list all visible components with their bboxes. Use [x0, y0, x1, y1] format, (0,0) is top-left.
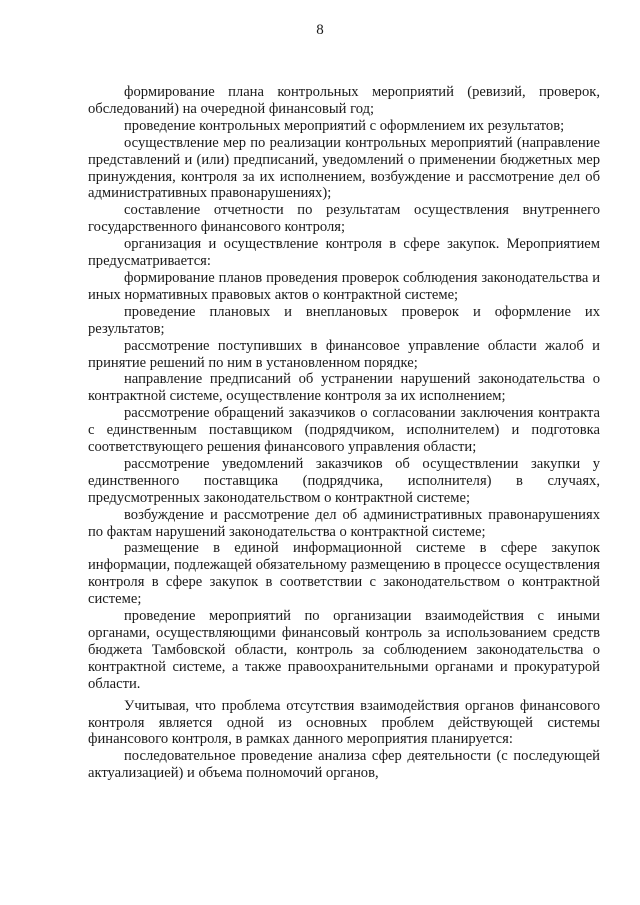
paragraph-plan-formation: формирование плана контрольных мероприятий (ревизий, проверок, обследований) на очередной финансовый год;	[88, 84, 600, 117]
paragraph-analysis: последовательное проведение анализа сфер деятельности (с последующей актуализацией) и объема полномочий органов,	[88, 748, 600, 782]
paragraph-inspections: проведение плановых и внеплановых проверок и оформление их результатов;	[88, 303, 600, 337]
paragraph-orders: направление предписаний об устранении нарушений законодательства о контрактной системе, осуществление контроля за их исполнением;	[88, 371, 600, 405]
paragraph-cooperation: проведение мероприятий по организации взаимодействия с иными органами, осуществляющими финансовый контроль за использованием средств бюджета Тамбовской области, контроль за соблюдением законодательства о контрактной системе, а также правоохранительными органами и прокуратурой области.	[88, 608, 600, 692]
body-text	[88, 84, 600, 782]
paragraph-notifications: рассмотрение уведомлений заказчиков об осуществлении закупки у единственного поставщика (подрядчика, исполнителя) в случаях, предусмотренных законодательством о контрактной системе;	[88, 455, 600, 506]
paragraph-procurement-control: организация и осуществление контроля в сфере закупок. Мероприятием предусматривается:	[88, 236, 600, 270]
paragraph-requests: рассмотрение обращений заказчиков о согласовании заключения контракта с единственным поставщиком (подрядчиком, исполнителем) и подготовка соответствующего решения финансового управления области;	[88, 405, 600, 456]
paragraph-reporting: составление отчетности по результатам осуществления внутреннего государственного финансового контроля;	[88, 202, 600, 236]
paragraph-measures: осуществление мер по реализации контрольных мероприятий (направление представлений и (или) предписаний, уведомлений о применении бюджетных мер принуждения, контроля за их исполнением, возбуждение и рассмотрение дел об административных правонарушениях);	[88, 134, 600, 202]
paragraph-complaints: рассмотрение поступивших в финансовое управление области жалоб и принятие решений по ним в установленном порядке;	[88, 337, 600, 371]
paragraph-administrative-cases: возбуждение и рассмотрение дел об административных правонарушениях по фактам нарушений законодательства о контрактной системе;	[88, 506, 600, 540]
paragraph-control-events: проведение контрольных мероприятий с оформлением их результатов;	[124, 117, 565, 134]
paragraph-inspection-plans: формирование планов проведения проверок соблюдения законодательства и иных нормативных правовых актов о контрактной системе;	[88, 269, 600, 303]
paragraph-considering: Учитывая, что проблема отсутствия взаимодействия органов финансового контроля является одной из основных проблем действующей системы финансового контроля, в рамках данного мероприятия планируется:	[88, 697, 600, 748]
page-number: 8	[316, 22, 324, 38]
paragraph-publication: размещение в единой информационной системе в сфере закупок информации, подлежащей обязательному размещению в процессе осуществления контроля в сфере закупок в соответствии с законодательством о контрактной системе;	[88, 540, 600, 608]
